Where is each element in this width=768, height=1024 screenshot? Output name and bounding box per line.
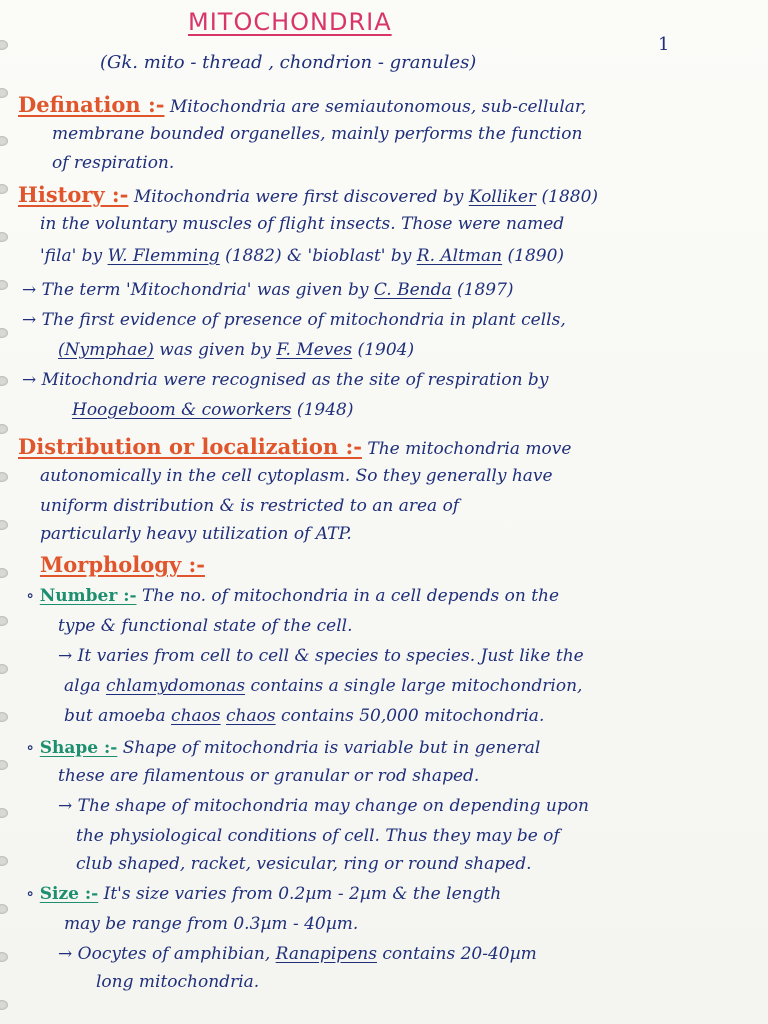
number-heading: Number :- [39, 586, 137, 606]
history-arrow-3 [22, 370, 548, 390]
number-text-1: The no. of mitochondria in a cell depends on the [136, 586, 560, 606]
distribution-text-4: particularly heavy utilization of ATP. [40, 524, 352, 544]
name-kolliker: Kolliker [468, 187, 537, 207]
spiral-binding [0, 0, 14, 1024]
name-chlamydomonas: chlamydomonas [106, 676, 246, 696]
number-arrow-1c-text-a: but amoeba [64, 706, 172, 726]
history-arrow-3-text: Mitochondria were recognised as the site of respiration by [41, 370, 549, 390]
history-arrow-3b [72, 400, 353, 420]
history-arrow-2-text: The first evidence of presence of mitochondria in plant cells, [41, 310, 566, 330]
distribution-heading: Distribution or localization :- [18, 434, 362, 459]
number-line-1 [26, 586, 559, 606]
history-arrow-2b [58, 340, 414, 360]
history-heading: History :- [18, 182, 129, 207]
size-text-1: It's size varies from 0.2µm - 2µm & the length [98, 884, 502, 904]
history-text-1: Mitochondria were first discovered by [133, 187, 469, 207]
name-ranapipens: Ranapipens [275, 944, 377, 964]
definition-heading: Defination :- [18, 92, 165, 117]
bullet-icon: ∘ [26, 586, 35, 606]
arrow-icon: → [22, 280, 37, 300]
distribution-text-2: autonomically in the cell cytoplasm. So they generally have [40, 466, 553, 486]
size-text-2: may be range from 0.3µm - 40µm. [64, 914, 359, 934]
definition-text-1: Mitochondria are semiautonomous, sub-cellular, [169, 97, 587, 117]
number-arrow-1b-text-b: contains a single large mitochondrion, [245, 676, 583, 696]
page-title: MITOCHONDRIA [188, 8, 392, 36]
number-arrow-1-text: It varies from cell to cell & species to species. Just like the [77, 646, 584, 666]
name-benda: C. Benda [373, 280, 452, 300]
size-heading: Size :- [39, 884, 99, 904]
history-arrow-1-text: The term 'Mitochondria' was given by [41, 280, 374, 300]
definition-text-2: membrane bounded organelles, mainly performs the function [52, 124, 583, 144]
definition-line-1 [18, 92, 587, 117]
arrow-icon: → [58, 944, 73, 964]
history-text-2: in the voluntary muscles of flight insects. Those were named [40, 214, 565, 234]
history-line-3 [40, 246, 564, 266]
shape-heading: Shape :- [39, 738, 118, 758]
arrow-icon: → [22, 310, 37, 330]
history-year-1897: (1897) [451, 280, 514, 300]
subtitle-etymology: (Gk. mito - thread , chondrion - granules) [100, 52, 477, 73]
morphology-heading: Morphology :- [40, 552, 205, 577]
shape-text-2: these are filamentous or granular or rod shaped. [58, 766, 480, 786]
history-arrow-2 [22, 310, 566, 330]
distribution-text-3: uniform distribution & is restricted to an area of [40, 496, 460, 516]
history-year-1948: (1948) [291, 400, 354, 420]
number-arrow-1c [64, 706, 544, 726]
size-arrow-1-text-a: Oocytes of amphibian, [77, 944, 276, 964]
shape-line-1 [26, 738, 540, 758]
size-line-1 [26, 884, 501, 904]
shape-arrow-1b: the physiological conditions of cell. Thus they may be of [76, 826, 560, 846]
size-arrow-1b: long mitochondria. [96, 972, 260, 992]
distribution-line-1 [18, 434, 571, 459]
name-nymphae: (Nymphae) [58, 340, 154, 360]
history-arrow-2b-text: was given by [153, 340, 277, 360]
distribution-text-1: The mitochondria move [361, 439, 572, 459]
morphology-heading-line [40, 552, 205, 577]
history-year-1904: (1904) [352, 340, 415, 360]
name-meves: F. Meves [276, 340, 353, 360]
history-arrow-1 [22, 280, 514, 300]
size-arrow-1 [58, 944, 537, 964]
history-line-1 [18, 182, 598, 207]
size-arrow-1-text-b: contains 20-40µm [377, 944, 537, 964]
name-chaos-2: chaos [226, 706, 276, 726]
number-text-2: type & functional state of the cell. [58, 616, 353, 636]
number-arrow-1 [58, 646, 584, 666]
name-altman: R. Altman [416, 246, 503, 266]
name-hoogeboom: Hoogeboom & coworkers [72, 400, 292, 420]
page-number: 1 [658, 34, 670, 55]
history-year-1880: (1880) [536, 187, 599, 207]
number-arrow-1c-text-b: contains 50,000 mitochondria. [275, 706, 545, 726]
history-text-3b: (1882) & 'bioblast' by [219, 246, 417, 266]
history-text-3c: (1890) [502, 246, 565, 266]
shape-arrow-1c: club shaped, racket, vesicular, ring or round shaped. [76, 854, 532, 874]
shape-arrow-1 [58, 796, 589, 816]
name-flemming: W. Flemming [107, 246, 220, 266]
name-chaos-1: chaos [171, 706, 221, 726]
arrow-icon: → [22, 370, 37, 390]
bullet-icon: ∘ [26, 738, 35, 758]
shape-text-1: Shape of mitochondria is variable but in general [117, 738, 541, 758]
definition-text-3: of respiration. [52, 153, 175, 173]
shape-arrow-1-text: The shape of mitochondria may change on depending upon [77, 796, 589, 816]
arrow-icon: → [58, 796, 73, 816]
arrow-icon: → [58, 646, 73, 666]
bullet-icon: ∘ [26, 884, 35, 904]
number-arrow-1b-text-a: alga [64, 676, 106, 696]
history-text-3a: 'fila' by [40, 246, 108, 266]
number-arrow-1b [64, 676, 582, 696]
